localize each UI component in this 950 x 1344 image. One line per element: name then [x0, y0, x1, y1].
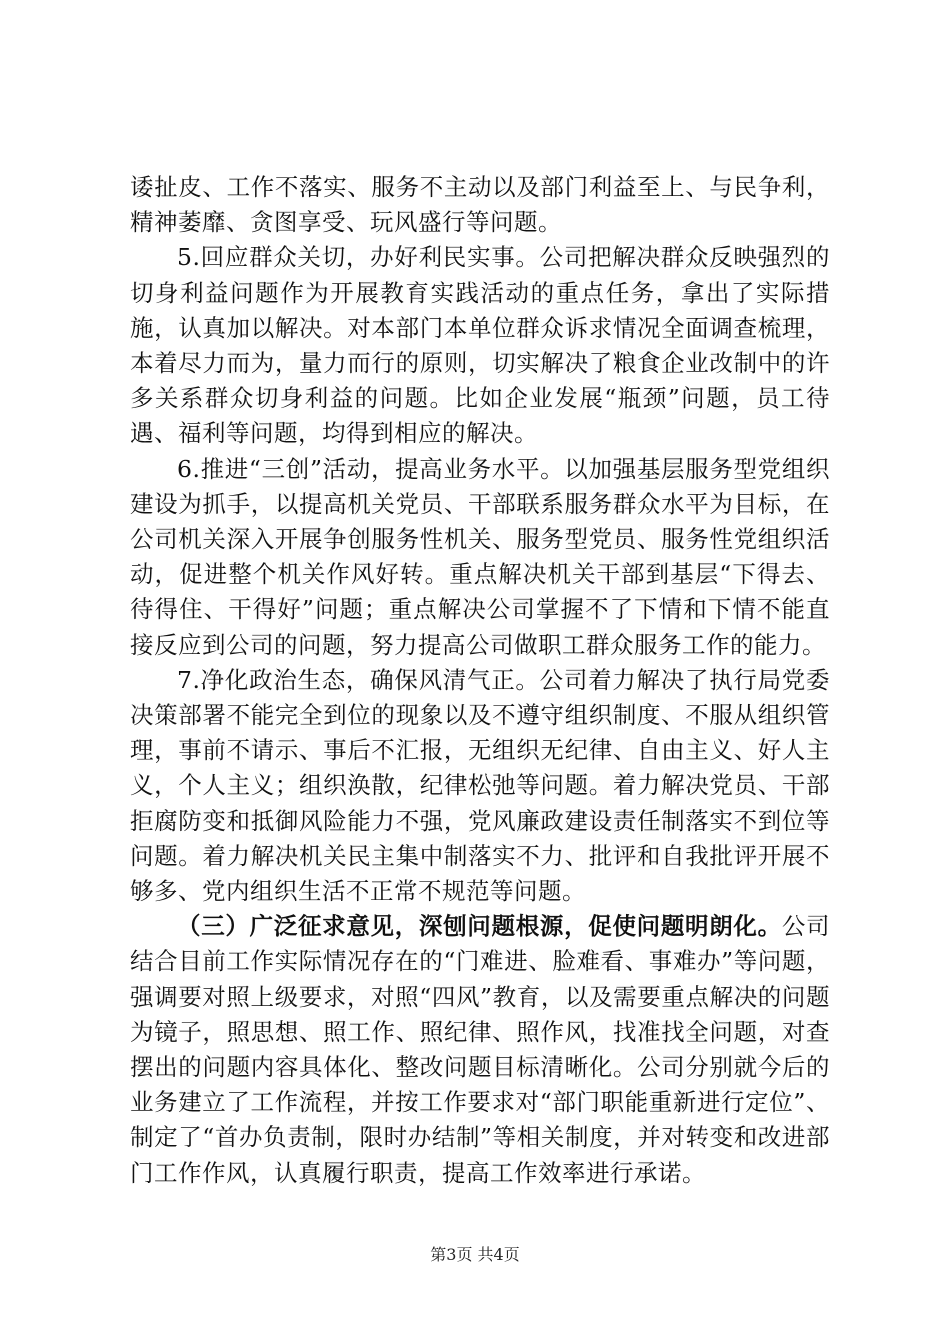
paragraph-item-5: 5.回应群众关切，办好利民实事。公司把解决群众反映强烈的切身利益问题作为开展教育实践活动的重点任务，拿出了实际措施，认真加以解决。对本部门本单位群众诉求情况全面调查梳理，本着尽力而为，量力而行的原则，切实解决了粮食企业改制中的许多关系群众切身利益的问题。比如企业发展“瓶颈”问题，员工待遇、福利等问题，均得到相应的解决。 — [130, 243, 830, 448]
paragraph-item-6: 6.推进“三创”活动，提高业务水平。以加强基层服务型党组织建设为抓手，以提高机关党员、干部联系服务群众水平为目标，在公司机关深入开展争创服务性机关、服务型党员、服务性党组织活动，促进整个机关作风好转。重点解决机关干部到基层“下得去、待得住、干得好”问题；重点解决公司掌握不了下情和下情不能直接反应到公司的问题，努力提高公司做职工群众服务工作的能力。 — [130, 454, 830, 659]
document-body — [130, 170, 830, 1191]
section-body-text: 公司结合目前工作实际情况存在的“门难进、脸难看、事难办”等问题，强调要对照上级要求，对照“四风”教育，以及需要重点解决的问题为镜子，照思想、照工作、照纪律、照作风，找准找全问题，对查摆出的问题内容具体化、整改问题目标清晰化。公司分别就今后的业务建立了工作流程，并按工作要求对“部门职能重新进行定位”、制定了“首办负责制，限时办结制”等相关制度，并对转变和改进部门工作作风，认真履行职责，提高工作效率进行承诺。 — [130, 912, 831, 1187]
paragraph-item-7: 7.净化政治生态，确保风清气正。公司着力解决了执行局党委决策部署不能完全到位的现象以及不遵守组织制度、不服从组织管理，事前不请示、事后不汇报，无组织无纪律、自由主义、好人主义，个人主义；组织涣散，纪律松弛等问题。着力解决党员、干部拒腐防变和抵御风险能力不强，党风廉政建设责任制落实不到位等问题。着力解决机关民主集中制落实不力、批评和自我批评开展不够多、党内组织生活不正常不规范等问题。 — [130, 665, 830, 906]
section-three — [130, 909, 830, 1191]
section-heading: （三）广泛征求意见，深刨问题根源，促使问题明朗化。 — [177, 912, 782, 941]
paragraph-continuation: 诿扯皮、工作不落实、服务不主动以及部门利益至上、与民争利，精神萎靡、贪图享受、玩风盛行等问题。 — [130, 173, 830, 237]
page-footer: 第3页 共4页 — [430, 1245, 520, 1264]
